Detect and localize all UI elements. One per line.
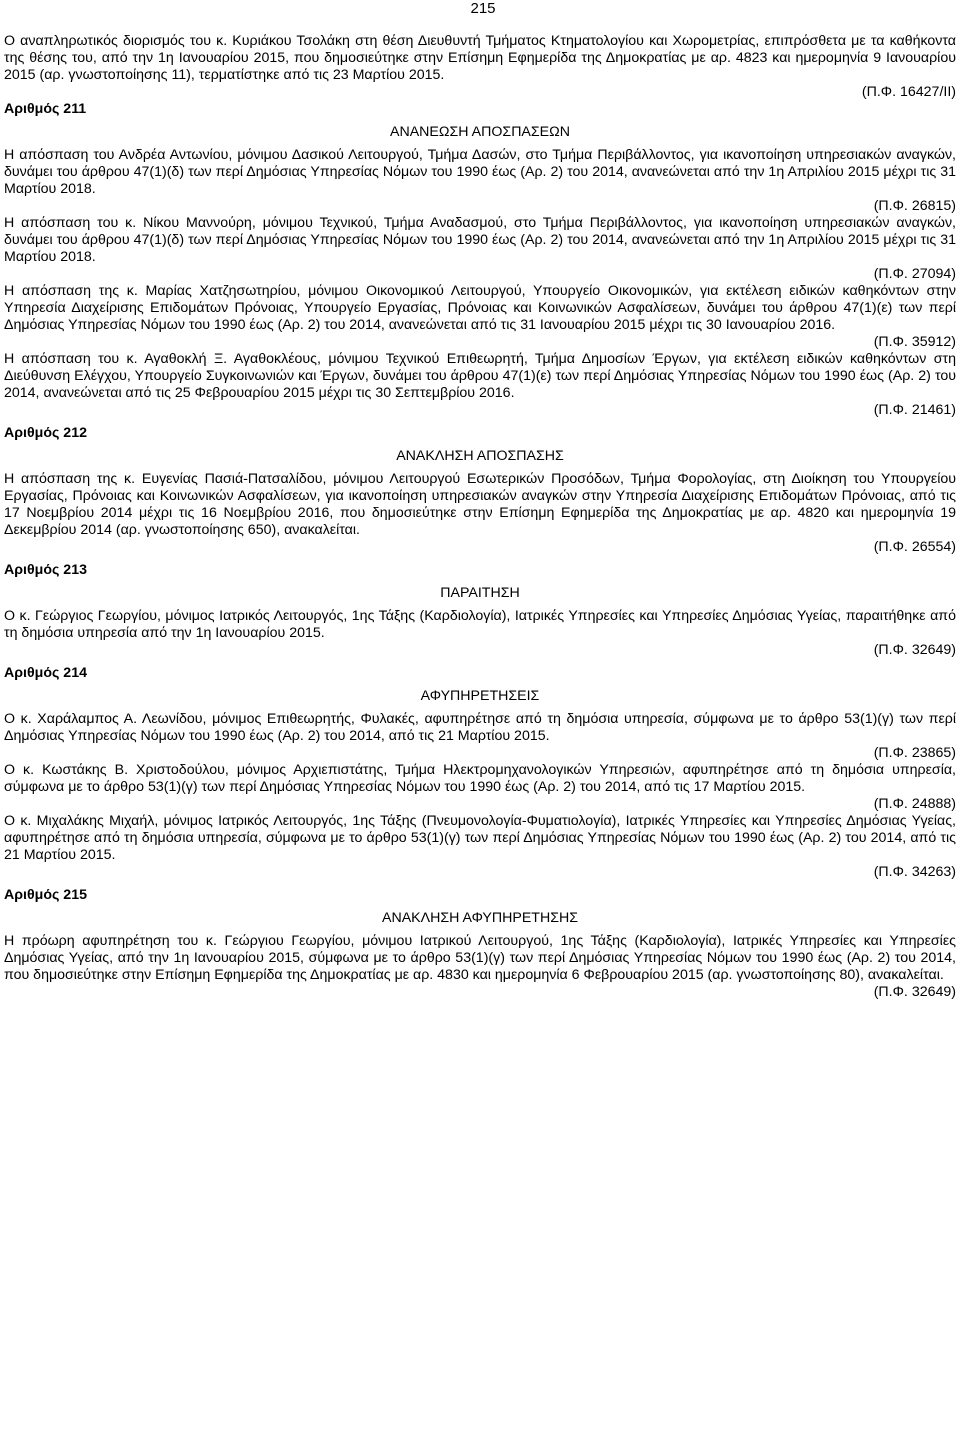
notice-text: Η απόσπαση του κ. Αγαθοκλή Ξ. Αγαθοκλέους, μόνιμου Τεχνικού Επιθεωρητή, Τμήμα Δημοσίων Έργων, για εκτέλεση ειδικών καθηκόντων στη Διεύθυνση Ελέγχου, Υπουργείο Συγκοινωνιών και Έργων, δυνάμει του άρθρου 47(1)(ε) των περί Δημόσιας Υπηρεσίας Νόμων του 1990 έως (Αρ. 2) του 2014, ανανεώνεται από τις 25 Φεβρουαρίου 2015 μέχρι τις 30 Σεπτεμβρίου 2016.	[4, 351, 956, 401]
notice-text: Η απόσπαση της κ. Μαρίας Χατζησωτηρίου, μόνιμου Οικονομικού Λειτουργού, Υπουργείο Οικονομικών, για εκτέλεση ειδικών καθηκόντων στην Υπηρεσία Διαχείρισης Επιδομάτων Πρόνοιας, Υπουργείο Εργασίας, Πρόνοιας και Κοινωνικών Ασφαλίσεων, δυνάμει του άρθρου 47(1)(ε) των περί Δημόσιας Υπηρεσίας Νόμων του 1990 έως (Αρ. 2) του 2014, ανανεώνεται από τις 31 Ιανουαρίου 2015 μέχρι τις 30 Ιανουαρίου 2016.	[4, 283, 956, 333]
section-212	[4, 419, 956, 556]
notice-reference: (Π.Φ. 27094)	[873, 266, 956, 282]
notice-text: Η πρόωρη αφυπηρέτηση του κ. Γεώργιου Γεωργίου, μόνιμου Ιατρικού Λειτουργού, 1ης Τάξης (Καρδιολογία), Ιατρικές Υπηρεσίες και Υπηρεσίες Δημόσιας Υγείας, από την 1η Ιανουαρίου 2015, σύμφωνα με το άρθρο 53(1)(γ) των περί Δημόσιας Υπηρεσίας Νόμων του 1990 έως (Αρ. 2) του 2014, που δημοσιεύτηκε στην Επίσημη Εφημερίδα της Δημοκρατίας με αρ. 4830 και ημερομηνία 6 Φεβρουαρίου 2015 (αρ. γνωστοποίησης 80), ανακαλείται.	[4, 933, 956, 983]
notice-reference: (Π.Φ. 35912)	[873, 334, 956, 350]
notice-text: Ο αναπληρωτικός διορισμός του κ. Κυριάκου Τσολάκη στη θέση Διευθυντή Τμήματος Κτηματολογίου και Χωρομετρίας, επιπρόσθετα με τα καθήκοντα της θέσης του, από την 1η Ιανουαρίου 2015, που δημοσιεύτηκε στην Επίσημη Εφημερίδα της Δημοκρατίας με αρ. 4823 και ημερομηνία 9 Ιανουαρίου 2015 (αρ. γνωστοποίησης 11), τερματίστηκε από τις 23 Μαρτίου 2015.	[4, 33, 956, 83]
section-211	[4, 101, 956, 419]
notice-reference: (Π.Φ. 23865)	[873, 745, 956, 761]
notice-text: Η απόσπαση του Ανδρέα Αντωνίου, μόνιμου Δασικού Λειτουργού, Τμήμα Δασών, στο Τμήμα Περιβάλλοντος, για ικανοποίηση υπηρεσιακών αναγκών, δυνάμει του άρθρου 47(1)(δ) των περί Δημόσιας Υπηρεσίας Νόμων του 1990 έως (Αρ. 2) του 2014, ανανεώνεται από την 1η Απριλίου 2015 μέχρι τις 31 Μαρτίου 2018.	[4, 147, 956, 197]
notice-text: Η απόσπαση της κ. Ευγενίας Πασιά-Πατσαλίδου, μόνιμου Λειτουργού Εσωτερικών Προσόδων, Τμήμα Φορολογίας, στη Διοίκηση του Υπουργείου Εργασίας, Πρόνοιας και Κοινωνικών Ασφαλίσεων, για ικανοποίηση υπηρεσιακών αναγκών στην Υπηρεσία Διαχείρισης Επιδομάτων Πρόνοιας, από τις 17 Νοεμβρίου 2014 μέχρι τις 16 Νοεμβρίου 2016, που δημοσιεύτηκε στην Επίσημη Εφημερίδα της Δημοκρατίας με αρ. 4820 και ημερομηνία 19 Δεκεμβρίου 2014 (αρ. γνωστοποίησης 650), ανακαλείται.	[4, 471, 956, 538]
notice-text: Ο κ. Κωστάκης Β. Χριστοδούλου, μόνιμος Αρχιεπιστάτης, Τμήμα Ηλεκτρομηχανολογικών Υπηρεσιών, αφυπηρέτησε από τη δημόσια υπηρεσία, σύμφωνα με το άρθρο 53(1)(γ) των περί Δημόσιας Υπηρεσίας Νόμων του 1990 έως (Αρ. 2) του 2014, από τις 17 Μαρτίου 2015.	[4, 762, 956, 795]
notice-text: Η απόσπαση του κ. Νίκου Μαννούρη, μόνιμου Τεχνικού, Τμήμα Αναδασμού, στο Τμήμα Περιβάλλοντος, για ικανοποίηση υπηρεσιακών αναγκών, δυνάμει του άρθρου 47(1)(δ) των περί Δημόσιας Υπηρεσίας Νόμων του 1990 έως (Αρ. 2) του 2014, ανανεώνεται από την 1η Απριλίου 2015 μέχρι τις 31 Μαρτίου 2018.	[4, 215, 956, 265]
section-heading: ΠΑΡΑΙΤΗΣΗ	[440, 585, 520, 601]
section-number: Αριθμός 211	[4, 101, 87, 117]
notice-text: Ο κ. Μιχαλάκης Μιχαήλ, μόνιμος Ιατρικός Λειτουργός, 1ης Τάξης (Πνευμονολογία-Φυματιολογία), Ιατρικές Υπηρεσίες και Υπηρεσίες Δημόσιας Υγείας, αφυπηρέτησε από τη δημόσια υπηρεσία, σύμφωνα με το άρθρο 53(1)(γ) των περί Δημόσιας Υπηρεσίας Νόμων του 1990 έως (Αρ. 2) του 2014, από τις 21 Μαρτίου 2015.	[4, 813, 956, 863]
section-number: Αριθμός 215	[4, 887, 87, 903]
notice-reference: (Π.Φ. 21461)	[873, 402, 956, 418]
section-heading: ΑΝΑΝΕΩΣΗ ΑΠΟΣΠΑΣΕΩΝ	[390, 124, 570, 140]
section-number: Αριθμός 214	[4, 665, 87, 681]
notice-reference: (Π.Φ. 34263)	[873, 864, 956, 880]
section-heading: ΑΝΑΚΛΗΣΗ ΑΦΥΠΗΡΕΤΗΣΗΣ	[381, 910, 579, 926]
section-215	[4, 881, 956, 1001]
intro-notice	[4, 33, 956, 101]
notice-text: Ο κ. Χαράλαμπος Α. Λεωνίδου, μόνιμος Επιθεωρητής, Φυλακές, αφυπηρέτησε από τη δημόσια υπηρεσία, σύμφωνα με το άρθρο 53(1)(γ) των περί Δημόσιας Υπηρεσίας Νόμων του 1990 έως (Αρ. 2) του 2014, από τις 21 Μαρτίου 2015.	[4, 711, 956, 744]
section-number: Αριθμός 213	[4, 562, 87, 578]
notice-reference: (Π.Φ. 16427/ΙΙ)	[861, 84, 956, 100]
notice-reference: (Π.Φ. 32649)	[873, 642, 956, 658]
page-number: 215	[470, 0, 496, 17]
gazette-page	[4, 0, 956, 1001]
section-number: Αριθμός 212	[4, 425, 87, 441]
section-214	[4, 659, 956, 881]
notice-reference: (Π.Φ. 24888)	[873, 796, 956, 812]
notice-reference: (Π.Φ. 32649)	[873, 984, 956, 1000]
notice-text: Ο κ. Γεώργιος Γεωργίου, μόνιμος Ιατρικός Λειτουργός, 1ης Τάξης (Καρδιολογία), Ιατρικές Υπηρεσίες και Υπηρεσίες Δημόσιας Υγείας, παραιτήθηκε από τη δημόσια υπηρεσία από την 1η Ιανουαρίου 2015.	[4, 608, 956, 641]
section-heading: ΑΦΥΠΗΡΕΤΗΣΕΙΣ	[420, 688, 540, 704]
section-heading: ΑΝΑΚΛΗΣΗ ΑΠΟΣΠΑΣΗΣ	[396, 448, 564, 464]
notice-reference: (Π.Φ. 26554)	[873, 539, 956, 555]
section-213	[4, 556, 956, 659]
notice-reference: (Π.Φ. 26815)	[873, 198, 956, 214]
